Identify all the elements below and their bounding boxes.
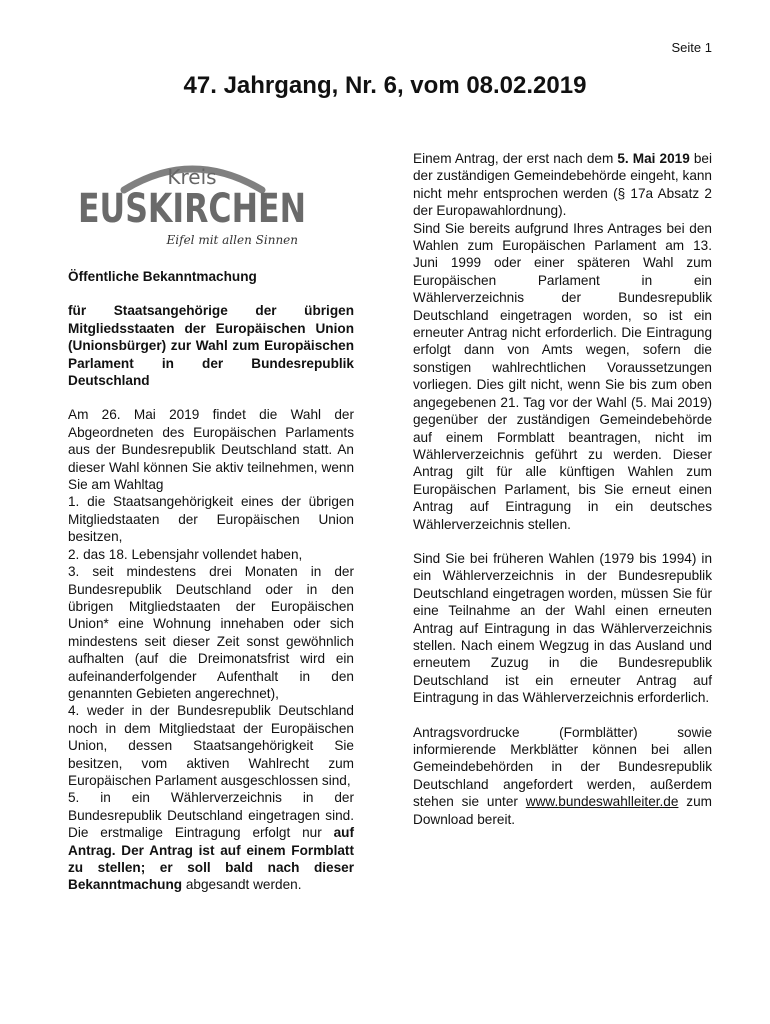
right-column [413, 150, 712, 828]
kreis-euskirchen-logo [72, 150, 312, 250]
item5-end-text: abgesandt werden. [182, 877, 302, 893]
previous-registration-paragraph: Sind Sie bereits aufgrund Ihres Antrages bei den Wahlen zum Europäischen Parlament am 13. Juni 1999 oder einer späteren Wahl zum Europäischen Parlament in ein Wählerverzeichnis der Bundesrepublik Deutschland eingetragen worden, so ist ein erneuter Antrag nicht erforderlich. Die Eintragung erfolgt dann von Amts wegen, sofern die sonstigen wahlrechtlichen Voraussetzungen vorliegen. Dies gilt nicht, wenn Sie bis zum oben angegebenen 21. Tag vor der Wahl (5. Mai 2019) gegenüber der zuständigen Gemeindebehörde auf einem Formblatt beantragen, nicht im Wählerverzeichnis geführt zu werden. Dieser Antrag gilt für alle künftigen Wahlen zum Europäischen Parlament, bis Sie erneut einen Antrag auf Eintragung in ein deutsches Wählerverzeichnis stellen. [413, 220, 712, 532]
issue-title: 47. Jahrgang, Nr. 6, vom 08.02.2019 [183, 72, 587, 99]
intro-paragraph: Am 26. Mai 2019 findet die Wahl der Abgeordneten des Europäischen Parlaments aus der Bundesrepublik Deutschland statt. An dieser Wahl können Sie aktiv teilnehmen, wenn Sie am Wahltag [68, 407, 354, 493]
list-item: 1. die Staatsangehörigkeit eines der übrigen Mitgliedstaaten der Europäischen Union besitzen, [68, 494, 354, 545]
p1-end-text: bei der zuständigen Gemeindebehörde eingeht, kann nicht mehr entsprochen werden (§ 17a Absatz 2 der Europawahlordnung). [413, 151, 713, 219]
logo-kreis-text: Kreis [167, 165, 217, 189]
logo-slogan-text: Eifel mit allen Sinnen [166, 233, 298, 247]
list-item [68, 789, 354, 893]
item5-bold-text: auf Antrag. Der Antrag ist auf einem Formblatt zu stellen; er soll bald nach dieser Bekanntmachung [68, 825, 354, 893]
p4-text: Antragsvordrucke (Formblätter) sowie informierende Merkblätter können bei allen Gemeindebehörden in der Bundesrepublik Deutschland angefordert werden, außerdem stehen sie unter [413, 724, 712, 810]
list-item: 2. das 18. Lebensjahr vollendet haben, [68, 546, 303, 562]
deadline-paragraph [413, 150, 712, 220]
list-item: 3. seit mindestens drei Monaten in der Bundesrepublik Deutschland oder in den übrigen Mitgliedstaaten der Europäischen Union* eine Wohnung innehaben oder sich mindestens seit dieser Zeit sonst gewöhnlich aufhalten (auf die Dreimonatsfrist wird ein aufeinanderfolgender Aufenthalt in den genannten Gebieten angerechnet), [68, 564, 354, 701]
heading: Öffentliche Bekanntmachung [68, 269, 257, 284]
page-number: Seite 1 [671, 40, 712, 55]
p4-end-text: zum Download bereit. [413, 794, 712, 827]
item5-text: 5. in ein Wählerverzeichnis in der Bundesrepublik Deutschland eingetragen sind. Die erstmalige Eintragung erfolgt nur [68, 790, 354, 841]
bundeswahlleiter-link[interactable]: www.bundeswahlleiter.de [525, 794, 679, 810]
p1-text: Einem Antrag, der erst nach dem [413, 151, 618, 166]
subheading: für Staatsangehörige der übrigen Mitgliedsstaaten der Europäischen Union (Unionsbürger) zur Wahl zum Europäischen Parlament in der Bundesrepublik Deutschland [68, 303, 354, 389]
deadline-date: 5. Mai 2019 [617, 151, 690, 166]
list-item: 4. weder in der Bundesrepublik Deutschland noch in dem Mitgliedstaat der Europäischen Union, dessen Staatsangehörigkeit Sie besitzen, vom aktiven Wahlrecht zum Europäischen Parlament ausgeschlossen sind, [68, 703, 354, 788]
left-column [68, 150, 354, 894]
earlier-elections-paragraph: Sind Sie bei früheren Wahlen (1979 bis 1994) in ein Wählerverzeichnis in der Bundesrepublik Deutschland eingetragen worden, müssen Sie für eine Teilnahme an der Wahl einen erneuten Antrag auf Eintragung in das Wählerverzeichnis stellen. Nach einem Wegzug in das Ausland und erneutem Zuzug in die Bundesrepublik Deutschland ist ein erneuter Antrag auf Eintragung in das Wählerverzeichnis erforderlich. [413, 550, 712, 706]
forms-paragraph [413, 724, 712, 828]
logo-name-text: EUSKIRCHEN [78, 186, 306, 232]
